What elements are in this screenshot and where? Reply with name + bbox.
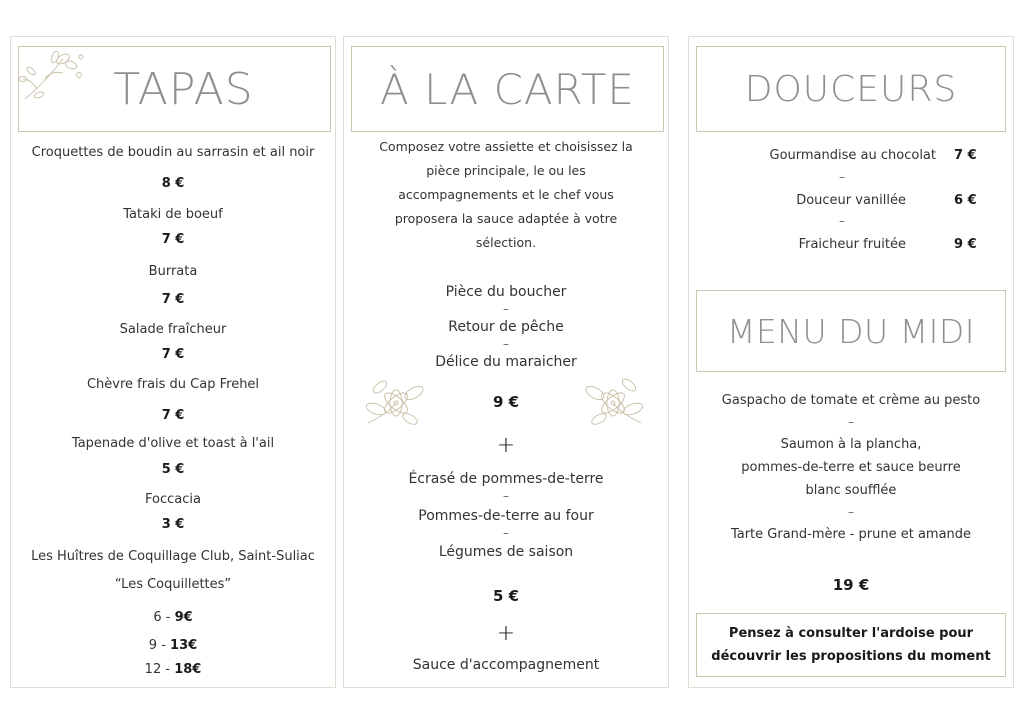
midi-price: 19 €	[832, 576, 870, 594]
carte-intro-line: accompagnements et le chef vous	[398, 187, 614, 202]
midi-main-line: Saumon à la plancha,	[780, 437, 922, 452]
tapas-item-price: 7 €	[161, 232, 185, 247]
carte-intro-line: Composez votre assiette et choisissez la	[379, 139, 633, 154]
oysters-price: 9€	[174, 610, 193, 625]
main-choice: Retour de pêche	[448, 319, 564, 335]
oysters-name: Les Huîtres de Coquillage Club, Saint-Suliac	[31, 549, 315, 564]
note-line: découvrir les propositions du moment	[711, 649, 991, 664]
douceurs-title-box	[696, 46, 1006, 132]
oysters-subname: “Les Coquillettes”	[114, 577, 232, 592]
carte-panel	[343, 36, 669, 688]
tapas-panel	[10, 36, 336, 688]
dessert-price: 7 €	[954, 148, 977, 163]
main-choice: Délice du maraicher	[435, 354, 577, 370]
tapas-item-name: Chèvre frais du Cap Frehel	[86, 377, 260, 392]
tapas-item-name: Burrata	[148, 264, 198, 279]
carte-title: À LA CARTE	[380, 64, 635, 114]
side-choice: Pommes-de-terre au four	[418, 508, 594, 524]
tapas-item-name: Croquettes de boudin au sarrasin et ail noir	[31, 145, 315, 160]
oysters-qty: 12 -	[144, 662, 171, 677]
side-choice: Légumes de saison	[438, 544, 574, 560]
separator-dash: –	[503, 489, 509, 503]
plus-sign: +	[496, 621, 516, 646]
midi-title-box	[696, 290, 1006, 372]
tapas-item-name: Tapenade d'olive et toast à l'ail	[71, 436, 275, 451]
midi-dessert: Tarte Grand-mère - prune et amande	[730, 527, 972, 542]
separator-dash: –	[839, 170, 845, 184]
side-choice: Écrasé de pommes-de-terre	[408, 471, 604, 487]
dessert-price: 6 €	[954, 193, 977, 208]
separator-dash: –	[848, 505, 854, 519]
tapas-item-name: Salade fraîcheur	[119, 322, 227, 337]
tapas-item-price: 7 €	[161, 408, 185, 423]
carte-intro-line: proposera la sauce adaptée à votre	[394, 211, 618, 226]
dessert-name: Fraicheur fruitée	[798, 237, 906, 252]
sauce-line: Sauce d'accompagnement	[412, 657, 600, 673]
oysters-qty: 6 -	[153, 610, 171, 625]
dessert-name: Gourmandise au chocolat	[769, 148, 936, 163]
mains-price: 9 €	[492, 393, 520, 411]
tapas-item-price: 7 €	[161, 347, 185, 362]
oysters-price: 13€	[170, 638, 198, 653]
douceurs-title: DOUCEURS	[744, 68, 958, 110]
oysters-qty: 9 -	[148, 638, 166, 653]
tapas-item-price: 5 €	[161, 462, 185, 477]
note-line: Pensez à consulter l'ardoise pour	[728, 626, 974, 641]
dessert-price: 9 €	[954, 237, 977, 252]
tapas-title-box	[18, 46, 331, 132]
desserts-midi-panel	[688, 36, 1014, 688]
carte-intro-line: pièce principale, le ou les	[426, 163, 586, 178]
tapas-title: TAPAS	[113, 63, 254, 115]
tapas-item-name: Foccacia	[145, 492, 201, 507]
tapas-item-price: 7 €	[161, 292, 185, 307]
tapas-item-price: 3 €	[161, 517, 185, 532]
sides-price: 5 €	[492, 587, 520, 605]
midi-main-line: pommes-de-terre et sauce beurre	[741, 460, 961, 475]
tapas-item-price: 8 €	[161, 176, 185, 191]
separator-dash: –	[839, 214, 845, 228]
carte-title-box	[351, 46, 664, 132]
dessert-name: Douceur vanillée	[796, 193, 906, 208]
midi-title: MENU DU MIDI	[726, 311, 976, 351]
tapas-item-name: Tataki de boeuf	[123, 207, 223, 222]
separator-dash: –	[503, 337, 509, 351]
separator-dash: –	[848, 415, 854, 429]
separator-dash: –	[503, 302, 509, 316]
midi-main-line: blanc soufflée	[805, 483, 897, 498]
plus-sign: +	[496, 433, 516, 458]
oysters-price: 18€	[174, 662, 202, 677]
oysters-price-row	[11, 610, 335, 625]
separator-dash: –	[503, 526, 509, 540]
oysters-price-row	[11, 662, 335, 677]
main-choice: Pièce du boucher	[445, 284, 567, 300]
oysters-price-row	[11, 638, 335, 653]
carte-intro-line: sélection.	[475, 235, 537, 250]
ardoise-note	[696, 613, 1006, 677]
midi-starter: Gaspacho de tomate et crème au pesto	[721, 393, 981, 408]
